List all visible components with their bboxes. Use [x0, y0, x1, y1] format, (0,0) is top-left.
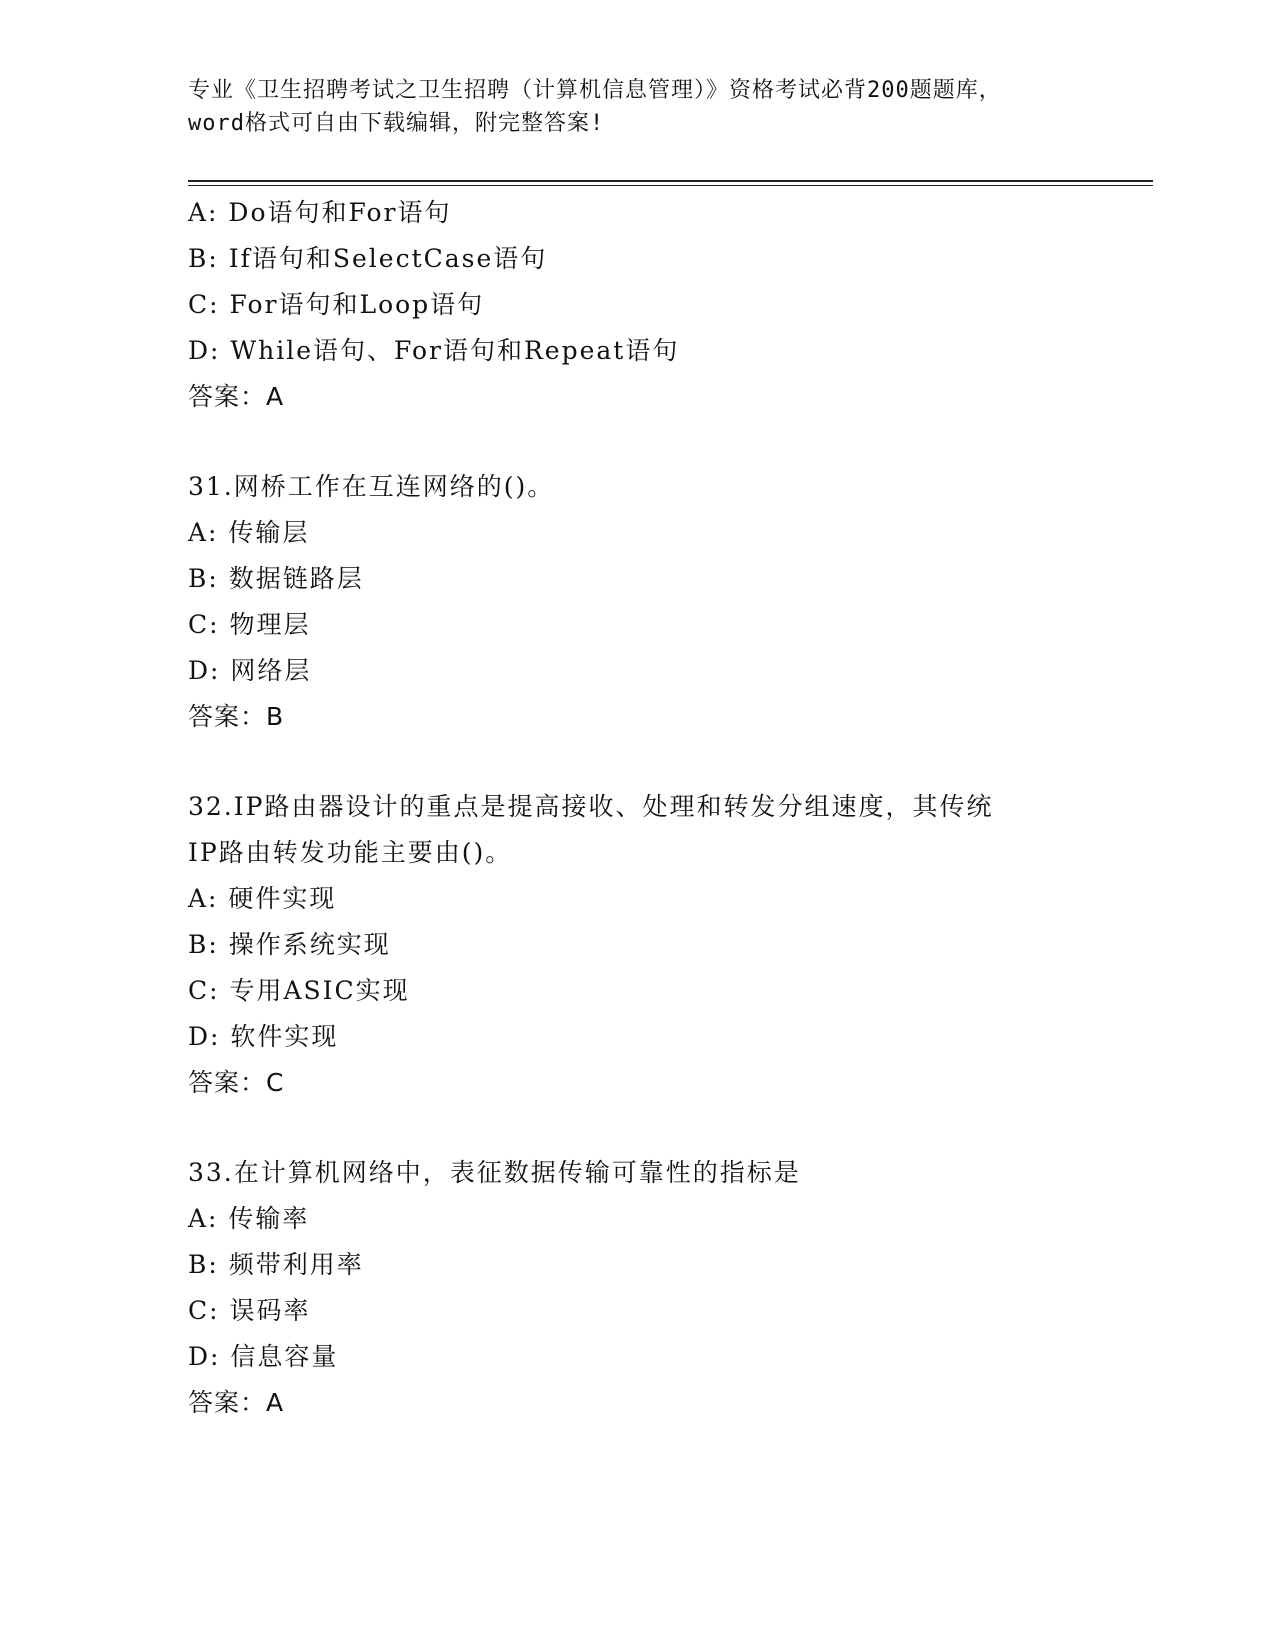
- question-block-31: [188, 464, 1148, 740]
- question-block-32: [188, 784, 1148, 1106]
- option-a: A: 传输层: [188, 518, 310, 547]
- question-text: 33.在计算机网络中，表征数据传输可靠性的指标是: [188, 1158, 801, 1187]
- answer-line: 答案：A: [188, 382, 285, 411]
- document-body: [188, 190, 1148, 1426]
- option-c: C: 物理层: [188, 610, 311, 639]
- question-block-33: [188, 1150, 1148, 1426]
- option-b: B: 频带利用率: [188, 1250, 364, 1279]
- header-divider-thick: [188, 180, 1153, 182]
- option-b: B: If语句和SelectCase语句: [188, 244, 548, 273]
- option-b: B: 数据链路层: [188, 564, 364, 593]
- question-text-continued: IP路由转发功能主要由()。: [188, 838, 513, 867]
- option-c: C: 误码率: [188, 1296, 311, 1325]
- header-line-1: 专业《卫生招聘考试之卫生招聘（计算机信息管理）》资格考试必背200题题库，: [188, 78, 1002, 103]
- option-d: D: 网络层: [188, 656, 312, 685]
- option-d: D: While语句、For语句和Repeat语句: [188, 336, 680, 365]
- answer-line: 答案：A: [188, 1388, 285, 1417]
- question-text: 32.IP路由器设计的重点是提高接收、处理和转发分组速度，其传统: [188, 792, 994, 821]
- option-c: C: For语句和Loop语句: [188, 290, 485, 319]
- document-header: [188, 74, 1088, 140]
- option-d: D: 信息容量: [188, 1342, 339, 1371]
- option-a: A: Do语句和For语句: [188, 198, 452, 227]
- option-a: A: 传输率: [188, 1204, 310, 1233]
- question-block-prev: [188, 190, 1148, 420]
- option-c: C: 专用ASIC实现: [188, 976, 410, 1005]
- answer-line: 答案：B: [188, 702, 285, 731]
- option-a: A: 硬件实现: [188, 884, 337, 913]
- header-divider-thin: [188, 185, 1153, 186]
- option-d: D: 软件实现: [188, 1022, 339, 1051]
- header-line-2: word格式可自由下载编辑，附完整答案!: [188, 111, 605, 136]
- option-b: B: 操作系统实现: [188, 930, 391, 959]
- question-text: 31.网桥工作在互连网络的()。: [188, 472, 555, 501]
- answer-line: 答案：C: [188, 1068, 285, 1097]
